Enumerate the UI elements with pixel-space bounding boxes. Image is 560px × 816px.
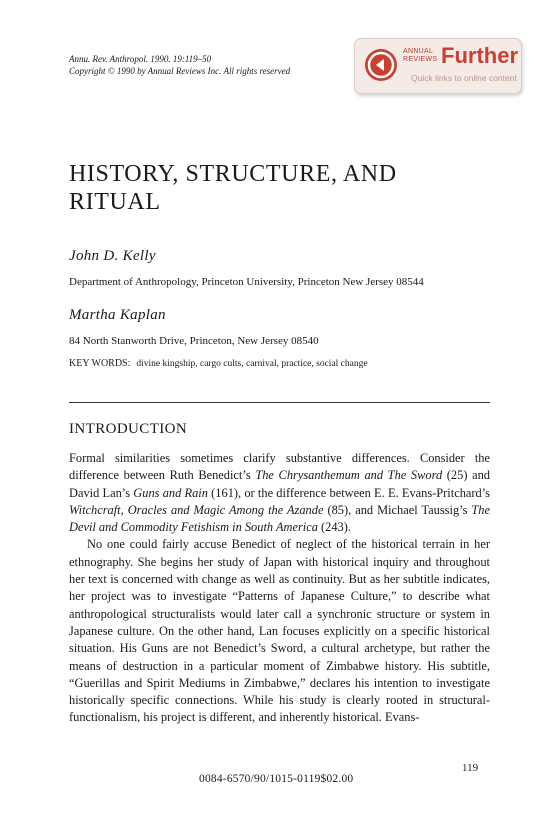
back-arrow-circle-icon (365, 49, 397, 81)
text-run: Formal similarities sometimes clarify substantive differences. Consider the difference between Ruth Benedict’s (69, 451, 490, 483)
further-badge[interactable] (354, 38, 522, 94)
text-run: (85), and Michael Taussig’s (323, 502, 472, 517)
section-divider (69, 402, 490, 403)
book-title: The Chrysanthemum and The Sword (255, 468, 443, 483)
keywords-line (69, 358, 368, 369)
journal-citation: Annu. Rev. Anthropol. 1990. 19:119–50 (69, 54, 212, 64)
author-affiliation: Department of Anthropology, Princeton University, Princeton New Jersey 08544 (69, 276, 424, 288)
badge-further-label: Further (441, 43, 518, 68)
journal-header (69, 53, 290, 77)
badge-subtitle: Quick links to online content (411, 73, 517, 83)
page-number: 119 (462, 762, 479, 774)
footer-code: 0084-6570/90/1015-0119$02.00 (199, 773, 354, 785)
text-run: (161), or the difference between E. E. Evans-Pritchard’s (207, 485, 490, 500)
section-heading: INTRODUCTION (69, 421, 188, 437)
keywords-label: KEY WORDS: (69, 358, 131, 369)
author-name: Martha Kaplan (69, 307, 166, 323)
book-title: The Devil and Commodity Fetishism in South America (69, 502, 490, 535)
article-title: HISTORY, STRUCTURE, AND RITUAL (69, 161, 397, 215)
author-name: John D. Kelly (69, 248, 156, 264)
author-affiliation: 84 North Stanworth Drive, Princeton, New Jersey 08540 (69, 335, 319, 347)
book-title: Guns and Rain (133, 485, 208, 500)
text-run: (243). (317, 520, 351, 535)
badge-annual-label: ANNUAL (403, 48, 434, 55)
article-body (69, 450, 490, 727)
paragraph (69, 450, 490, 536)
paragraph: No one could fairly accuse Benedict of neglect of the historical terrain in her ethnography. She begins her study of Japan with historical inquiry and throughout her text is concerned with change as well as continuity. But as her subtitle indicates, her project was to investigate “Patterns of Japanese Culture,” to describe what anthropological structuralists would later call a synchronic structure or system in Japanese culture. On the other hand, Lan focuses explicitly on a specific historical situation. His Guns are not Benedict’s Sword, a cultural archetype, but rather the means of destruction in a particular moment of Zimbabwe history. His subtitle, “Guerillas and Spirit Mediums in Zimbabwe,” declares his intention to investigate historically specific connections. While his study is clearly rooted in structural-functionalism, his project is different, and inherently historical. Evans- (69, 537, 490, 725)
book-title: Witchcraft, Oracles and Magic Among the Azande (69, 502, 324, 517)
badge-reviews-label: REVIEWS (403, 56, 438, 63)
text-run: (25) and David Lan’s (69, 468, 490, 500)
copyright-notice: Copyright © 1990 by Annual Reviews Inc. All rights reserved (69, 66, 291, 76)
keywords-values: divine kingship, cargo cults, carnival, practice, social change (136, 359, 368, 369)
